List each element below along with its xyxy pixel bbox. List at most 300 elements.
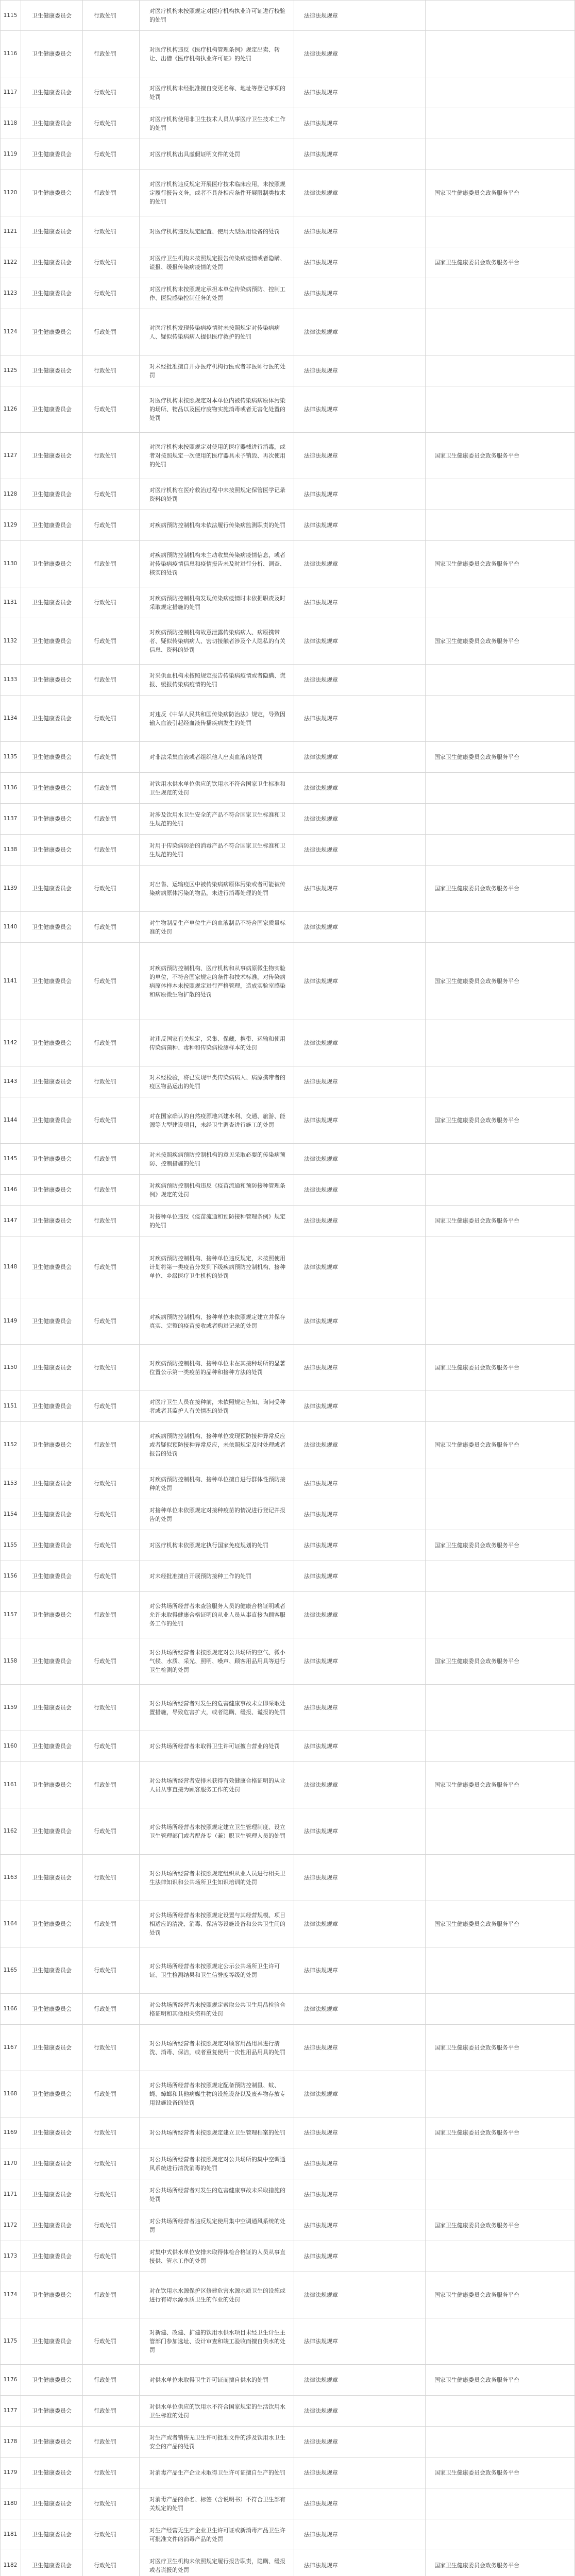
basis-cell [294,278,425,309]
row-number-text: 1146 [3,1187,18,1193]
row-number [0,804,21,834]
matter-type-cell [82,31,139,77]
matter-type-cell-text: 行政处罚 [94,1442,116,1448]
platform-cell [425,139,575,170]
description-cell [139,2488,294,2519]
table-row [0,1345,575,1391]
matter-type-cell [82,2519,139,2550]
row-number-text: 1169 [3,2129,18,2136]
department-cell-text: 卫生健康委员会 [32,1364,72,1371]
platform-cell-text: 国家卫生健康委员会政务服务平台 [434,1658,519,1665]
basis-cell-text: 法律法规规章 [304,885,338,892]
platform-cell-text: 国家卫生健康委员会政务服务平台 [434,1364,519,1371]
row-number-text: 1175 [3,2338,18,2344]
row-number-text: 1178 [3,2438,18,2445]
matter-type-cell [82,247,139,278]
row-number [0,1561,21,1591]
department-cell-text: 卫生健康委员会 [32,978,72,985]
basis-cell-text: 法律法规规章 [304,1318,338,1325]
matter-type-cell [82,696,139,741]
department-cell-text: 卫生健康委员会 [32,1318,72,1325]
description-cell-text: 对未经批准擅自开办医疗机构行医或者非医师行医的处罚 [149,363,285,379]
basis-cell-text: 法律法规规章 [304,1040,338,1046]
row-number-text: 1142 [3,1040,18,1046]
description-cell-text: 对医疗机构出具虚假证明文件的处罚 [149,151,240,158]
department-cell-text: 卫生健康委员会 [32,452,72,459]
matter-type-cell [82,618,139,664]
matter-type-cell-text: 行政处罚 [94,367,116,374]
department-cell [21,278,82,309]
basis-cell [294,835,425,865]
matter-type-cell-text: 行政处罚 [94,2292,116,2298]
matter-type-cell-text: 行政处罚 [94,1264,116,1270]
basis-cell-text: 法律法规规章 [304,2091,338,2097]
department-cell-text: 卫生健康委员会 [32,1921,72,1927]
description-cell [139,2396,294,2426]
platform-cell-text: 国家卫生健康委员会政务服务平台 [434,1542,519,1549]
basis-cell [294,2071,425,2117]
department-cell [21,170,82,216]
department-cell [21,1144,82,1174]
description-cell-text: 对出售、运输疫区中被传染病病原体污染或者可能被传染病病原体污染的物品，未进行消毒处理的处罚 [149,880,285,896]
row-number [0,912,21,942]
row-number-text: 1123 [3,290,18,296]
basis-cell-text: 法律法规规章 [304,2377,338,2383]
matter-type-cell [82,1901,139,1947]
matter-type-cell-text: 行政处罚 [94,1078,116,1085]
platform-cell [425,1994,575,2024]
table-row [0,170,575,216]
platform-cell [425,1468,575,1499]
platform-cell [425,1206,575,1236]
table-row [0,1236,575,1298]
row-number [0,2117,21,2148]
platform-cell [425,278,575,309]
description-cell [139,1391,294,1421]
matter-type-cell [82,77,139,108]
basis-cell-text: 法律法规规章 [304,816,338,822]
matter-type-cell-text: 行政处罚 [94,2091,116,2097]
department-cell-text: 卫生健康委员会 [32,2377,72,2383]
department-cell-text: 卫生健康委员会 [32,1187,72,1193]
row-number-text: 1179 [3,2469,18,2476]
platform-cell [425,2365,575,2395]
basis-cell-text: 法律法规规章 [304,1264,338,1270]
department-cell-text: 卫生健康委员会 [32,676,72,683]
basis-cell-text: 法律法规规章 [304,367,338,374]
table-row [0,77,575,108]
matter-type-cell-text: 行政处罚 [94,1828,116,1835]
description-cell-text: 对消毒产品生产企业未取得卫生许可证擅自生产的处罚 [149,2469,285,2476]
matter-type-cell-text: 行政处罚 [94,120,116,127]
row-number [0,2241,21,2272]
department-cell-text: 卫生健康委员会 [32,785,72,791]
platform-cell [425,2025,575,2071]
description-cell-text: 对违反国家有关规定，采集、保藏、携带、运输和使用传染病菌种、毒种和传染病检测样本的处罚 [149,1035,285,1051]
matter-type-cell-text: 行政处罚 [94,2531,116,2538]
description-cell [139,355,294,386]
matter-type-cell-text: 行政处罚 [94,1511,116,1518]
platform-cell [425,31,575,77]
matter-type-cell [82,2071,139,2117]
basis-cell [294,1530,425,1561]
row-number-text: 1162 [3,1828,18,1834]
department-cell [21,386,82,432]
department-cell [21,1685,82,1731]
row-number-text: 1150 [3,1364,18,1370]
basis-cell-text: 法律法规规章 [304,2469,338,2476]
department-cell [21,2117,82,2148]
row-number [0,433,21,479]
description-cell [139,216,294,247]
matter-type-cell-text: 行政处罚 [94,259,116,266]
description-cell [139,742,294,772]
row-number-text: 1145 [3,1156,18,1162]
table-row [0,943,575,1020]
matter-type-cell [82,1422,139,1468]
row-number [0,355,21,386]
description-cell-text: 对医疗机构未按照规定承担本单位传染病预防、控制工作、医院感染控制任务的处罚 [149,285,285,301]
department-cell-text: 卫生健康委员会 [32,885,72,892]
row-number-text: 1134 [3,715,18,721]
matter-type-cell [82,216,139,247]
row-number-text: 1168 [3,2091,18,2097]
description-cell-text: 对生产或者销售无卫生许可批准文件的涉及饮用水卫生安全的产品的处罚 [149,2434,285,2450]
basis-cell [294,2272,425,2318]
description-cell-text: 对医疗机构违反《医疗机构管理条例》规定出卖、转让、出借《医疗机构执业许可证》的处罚 [149,46,280,62]
department-cell-text: 卫生健康委员会 [32,1078,72,1085]
department-cell [21,2148,82,2179]
matter-type-cell [82,309,139,355]
basis-cell [294,2488,425,2519]
matter-type-cell-text: 行政处罚 [94,676,116,683]
department-cell [21,1175,82,1205]
description-cell [139,2210,294,2241]
matter-type-cell [82,2427,139,2457]
basis-cell [294,355,425,386]
department-cell [21,1808,82,1854]
row-number [0,2458,21,2488]
department-cell [21,77,82,108]
table-row [0,1592,575,1638]
basis-cell [294,1592,425,1638]
basis-cell [294,510,425,540]
row-number [0,77,21,108]
row-number [0,696,21,741]
basis-cell [294,108,425,139]
platform-cell [425,2396,575,2426]
table-row [0,386,575,433]
basis-cell [294,2210,425,2241]
platform-cell [425,2318,575,2364]
matter-type-cell-text: 行政处罚 [94,978,116,985]
platform-cell [425,1762,575,1808]
table-row [0,1561,575,1592]
platform-cell-text: 国家卫生健康委员会政务服务平台 [434,1442,519,1448]
matter-type-cell [82,433,139,479]
department-cell [21,2488,82,2519]
table-row [0,433,575,479]
matter-type-cell [82,355,139,386]
description-cell-text: 对疾病预防控制机构、接种单位未依照规定建立并保存真实、完整的疫苗接收或者购进记录的处罚 [149,1313,285,1329]
basis-cell [294,479,425,510]
row-number [0,1175,21,1205]
description-cell-text: 对用于传染病防治的消毒产品不符合国家卫生标准和卫生规范的处罚 [149,842,285,858]
description-cell-text: 对疾病预防控制机构故意泄露传染病病人、病原携带者、疑似传染病病人、密切接触者涉及个人隐私的有关信息、资料的处罚 [149,629,285,653]
basis-cell-text: 法律法规规章 [304,715,338,722]
description-cell [139,1947,294,1993]
department-cell-text: 卫生健康委员会 [32,367,72,374]
basis-cell-text: 法律法规规章 [304,1828,338,1835]
platform-cell [425,835,575,865]
platform-cell [425,433,575,479]
description-cell [139,2318,294,2364]
basis-cell [294,1236,425,1298]
row-number [0,1391,21,1421]
row-number-text: 1126 [3,406,18,412]
matter-type-cell [82,1468,139,1499]
table-row [0,309,575,355]
row-number-text: 1147 [3,1217,18,1224]
matter-type-cell-text: 行政处罚 [94,89,116,96]
matter-type-cell [82,2117,139,2148]
table-row [0,773,575,804]
description-cell-text: 对未经批准擅自开展预防接种工作的处罚 [149,1573,251,1580]
row-number-text: 1152 [3,1442,18,1448]
description-cell-text: 对医疗卫生机构未按照规定报告传染病疫情或者隐瞒、谎报、缓报传染病疫情的处罚 [149,255,285,270]
basis-cell [294,2241,425,2272]
row-number [0,1206,21,1236]
platform-cell-text: 国家卫生健康委员会政务服务平台 [434,1782,519,1788]
row-number-text: 1144 [3,1117,18,1123]
row-number [0,1855,21,1901]
department-cell [21,804,82,834]
table-row [0,2272,575,2318]
table-row [0,541,575,587]
description-cell-text: 对公共场所经营者违反规定使用集中空调通风系统的处罚 [149,2217,285,2233]
basis-cell [294,2365,425,2395]
basis-cell-text: 法律法规规章 [304,290,338,297]
table-row [0,1144,575,1175]
row-number [0,247,21,278]
description-cell [139,1762,294,1808]
description-cell [139,1345,294,1391]
matter-type-cell-text: 行政处罚 [94,2253,116,2260]
platform-cell [425,170,575,216]
basis-cell [294,742,425,772]
basis-cell-text: 法律法规规章 [304,329,338,335]
department-cell-text: 卫生健康委员会 [32,1704,72,1711]
department-cell [21,355,82,386]
department-cell-text: 卫生健康委员会 [32,816,72,822]
row-number-text: 1133 [3,676,18,683]
platform-cell [425,479,575,510]
description-cell [139,1685,294,1731]
basis-cell-text: 法律法规规章 [304,924,338,930]
department-cell-text: 卫生健康委员会 [32,1442,72,1448]
platform-cell [425,1499,575,1530]
department-cell [21,1206,82,1236]
description-cell [139,510,294,540]
description-cell-text: 对医疗卫生机构未依照规定履行报告职责，隐瞒、缓报或者谎报的处罚 [149,2557,285,2573]
department-cell [21,510,82,540]
row-number-text: 1139 [3,885,18,891]
platform-cell [425,1561,575,1591]
description-cell-text: 对供水单位供应的饮用水不符合国家规定的生活饮用水卫生标准的处罚 [149,2403,285,2419]
matter-type-cell [82,587,139,618]
table-row [0,835,575,866]
table-row [0,1638,575,1685]
basis-cell-text: 法律法规规章 [304,2006,338,2012]
department-cell-text: 卫生健康委员会 [32,2129,72,2136]
table-row [0,1901,575,1947]
row-number [0,1422,21,1468]
department-cell-text: 卫生健康委员会 [32,1403,72,1410]
row-number-text: 1156 [3,1573,18,1579]
basis-cell [294,1020,425,1066]
row-number [0,2025,21,2071]
description-cell [139,1638,294,1684]
matter-type-cell-text: 行政处罚 [94,1658,116,1665]
table-row [0,1175,575,1206]
platform-cell-text: 国家卫生健康委员会政务服务平台 [434,754,519,760]
row-number-text: 1172 [3,2222,18,2228]
basis-cell [294,139,425,170]
department-cell-text: 卫生健康委员会 [32,1117,72,1124]
table-row [0,2365,575,2396]
row-number-text: 1153 [3,1480,18,1486]
description-cell-text: 对公共场所经营者未按照规定配备预防控制鼠、蚊、蝇、蟑螂和其他病媒生物的设施设备以及废弃物存放专用设施设备的处罚 [149,2082,285,2106]
description-cell-text: 对公共场所经营者对发生的危害健康事故未立即采取处置措施，导致危害扩大，或者隐瞒、缓报、谎报的处罚 [149,1700,285,1716]
description-cell-text: 对疾病预防控制机构发现传染病疫情时未依据职责及时采取规定措施的处罚 [149,595,285,611]
description-cell [139,866,294,911]
platform-cell [425,355,575,386]
department-cell-text: 卫生健康委员会 [32,638,72,645]
matter-type-cell [82,2458,139,2488]
row-number-text: 1158 [3,1658,18,1664]
description-cell [139,309,294,355]
basis-cell-text: 法律法规规章 [304,676,338,683]
basis-cell [294,2458,425,2488]
table-row [0,1206,575,1236]
description-cell-text: 对在饮用水水源保护区修建危害水源水质卫生的设施或进行有碍水源水质卫生的作业的处罚 [149,2287,285,2303]
description-cell-text: 对接种单位违反《疫苗流通和预防接种管理条例》规定的处罚 [149,1213,285,1229]
row-number-text: 1140 [3,924,18,930]
description-cell [139,2179,294,2210]
department-cell-text: 卫生健康委员会 [32,2091,72,2097]
row-number [0,587,21,618]
matter-type-cell [82,2148,139,2179]
table-row [0,866,575,912]
basis-cell [294,2148,425,2179]
basis-cell-text: 法律法规规章 [304,151,338,158]
description-cell-text: 对集中式供水单位安排未取得体检合格证的人员从事直接供、管水工作的处罚 [149,2248,285,2264]
description-cell [139,386,294,432]
platform-cell [425,309,575,355]
description-cell-text: 对在国家确认的自然疫源地兴建水利、交通、旅游、能源等大型建设项目，未经卫生调查进行施工的处罚 [149,1112,285,1128]
description-cell [139,1731,294,1761]
row-number-text: 1160 [3,1743,18,1749]
platform-cell [425,510,575,540]
row-number-text: 1171 [3,2191,18,2197]
row-number-text: 1163 [3,1874,18,1880]
platform-cell [425,2488,575,2519]
matter-type-cell-text: 行政处罚 [94,1217,116,1224]
row-number-text: 1148 [3,1264,18,1270]
department-cell [21,31,82,77]
basis-cell-text: 法律法规规章 [304,228,338,235]
basis-cell [294,1638,425,1684]
description-cell [139,1592,294,1638]
row-number-text: 1170 [3,2160,18,2166]
matter-type-cell [82,773,139,803]
basis-cell-text: 法律法规规章 [304,1743,338,1750]
basis-cell-text: 法律法规规章 [304,2044,338,2051]
table-row [0,1947,575,1994]
department-cell [21,1066,82,1097]
row-number-text: 1115 [3,12,18,19]
description-cell-text: 对非法采集血液或者组织他人出卖血液的处罚 [149,754,263,760]
description-cell-text: 对公共场所经营者未按照规定组织从业人员进行相关卫生法律知识和公共场所卫生知识培训的处罚 [149,1870,285,1886]
basis-cell [294,804,425,834]
basis-cell-text: 法律法规规章 [304,978,338,985]
basis-cell-text: 法律法规规章 [304,2222,338,2229]
matter-type-cell [82,479,139,510]
row-number-text: 1159 [3,1704,18,1710]
basis-cell [294,1808,425,1854]
matter-type-cell-text: 行政处罚 [94,1743,116,1750]
row-number-text: 1167 [3,2044,18,2050]
row-number [0,278,21,309]
basis-cell-text: 法律法规规章 [304,1612,338,1618]
description-cell [139,1901,294,1947]
row-number [0,139,21,170]
description-cell [139,1530,294,1561]
table-row [0,1020,575,1066]
department-cell-text: 卫生健康委员会 [32,2006,72,2012]
basis-cell [294,170,425,216]
description-cell [139,1808,294,1854]
description-cell-text: 对公共场所经营者未按照规定对顾客用品用具进行清洗、消毒、保洁，或者重复使用一次性用品用具的处罚 [149,2040,285,2056]
platform-cell [425,1175,575,1205]
row-number-text: 1161 [3,1782,18,1788]
matter-type-cell-text: 行政处罚 [94,2377,116,2383]
platform-cell [425,1391,575,1421]
matter-type-cell-text: 行政处罚 [94,1040,116,1046]
basis-cell-text: 法律法规规章 [304,1364,338,1371]
platform-cell [425,2519,575,2550]
department-cell [21,2025,82,2071]
description-cell-text: 对医疗机构发现传染病疫情时未按照规定对传染病病人、疑似传染病病人提供医疗救护的处罚 [149,324,280,340]
row-number [0,170,21,216]
matter-type-cell-text: 行政处罚 [94,2500,116,2507]
description-cell [139,31,294,77]
row-number-text: 1138 [3,846,18,853]
department-cell-text: 卫生健康委员会 [32,259,72,266]
description-cell [139,912,294,942]
table-row [0,1066,575,1097]
row-number [0,2488,21,2519]
table-row [0,1994,575,2025]
basis-cell-text: 法律法规规章 [304,2531,338,2538]
basis-cell [294,2550,425,2576]
description-cell [139,618,294,664]
platform-cell [425,618,575,664]
row-number [0,2365,21,2395]
table-row [0,2396,575,2427]
basis-cell-text: 法律法规规章 [304,50,338,57]
department-cell [21,742,82,772]
